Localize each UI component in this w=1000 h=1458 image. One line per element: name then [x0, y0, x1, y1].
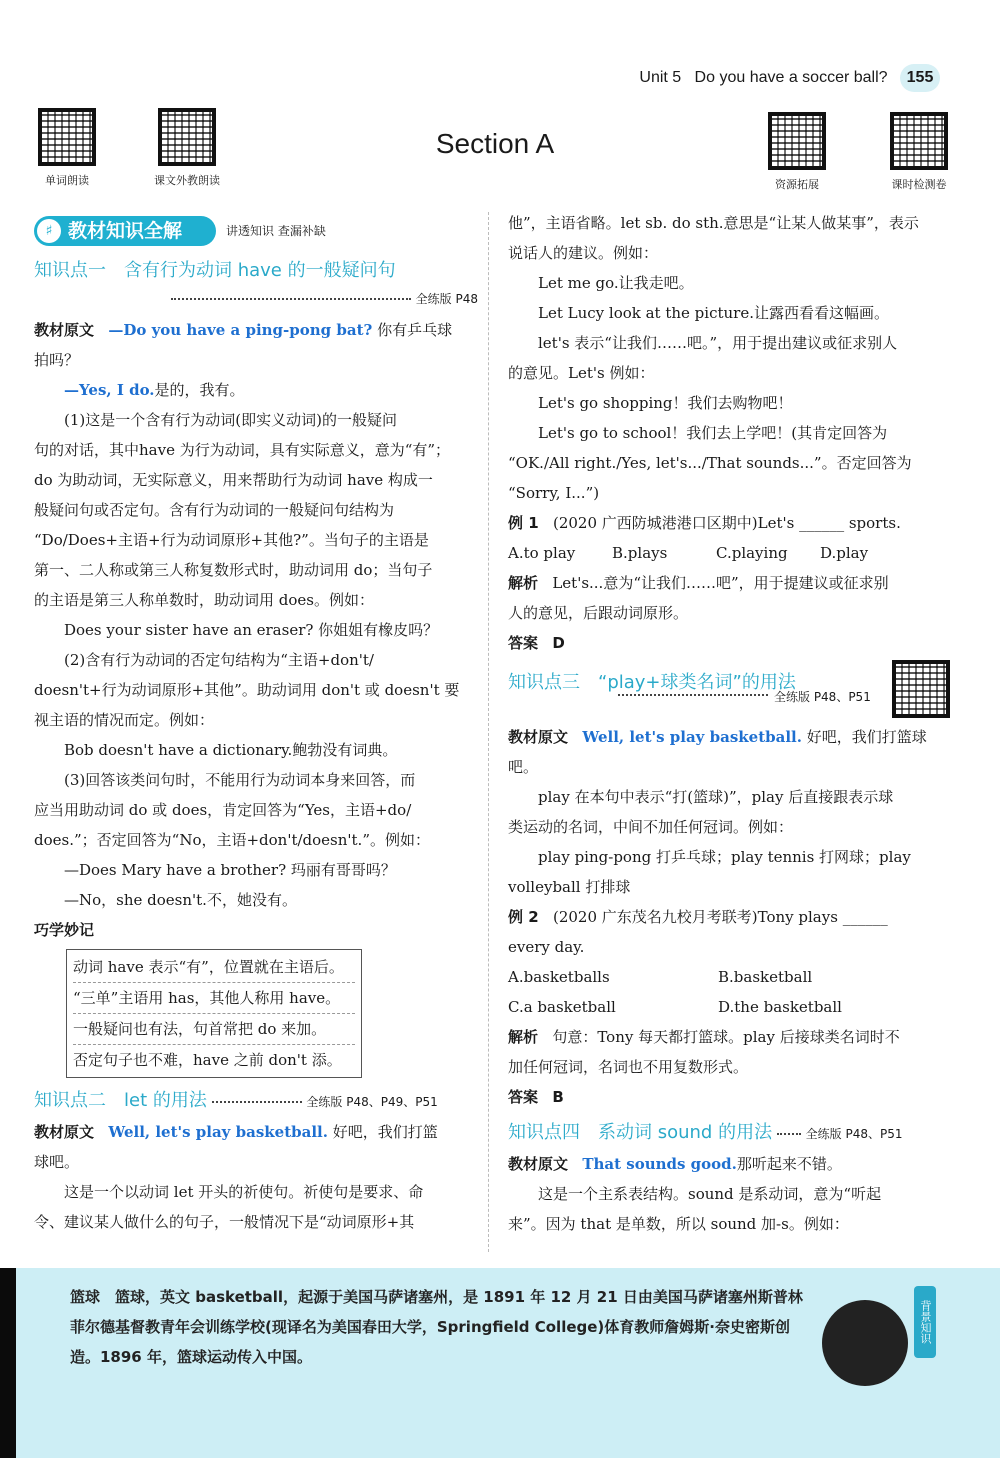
footer-line: 造。1896 年，篮球运动传入中国。: [70, 1348, 312, 1366]
kp1-p3b: 应当用助动词 do 或 does，肯定回答为“Yes，主语+do/: [34, 801, 412, 819]
kp3-ex1a: play ping-pong 打乒乓球；play tennis 打网球；play: [538, 848, 911, 866]
kp1-ref-line: [34, 286, 478, 311]
kp1-original-cn2: 拍吗？: [34, 351, 80, 369]
right-column: [508, 208, 950, 1239]
kp1-answer: —Yes, I do.: [64, 381, 155, 399]
kp1-p2a: (2)含有行为动词的否定句结构为“主语+don't/: [64, 651, 374, 669]
basketball-image: [822, 1300, 908, 1386]
kp3-p1b: 类运动的名词，中间不加任何冠词。例如：: [508, 818, 794, 836]
r-ex1: Let me go.让我走吧。: [538, 274, 694, 292]
qr-code-icon[interactable]: [892, 660, 950, 718]
r-ex4a: Let's go to school！我们去上学吧！(其肯定回答为: [538, 424, 888, 442]
q2-option: D.the basketball: [718, 998, 842, 1016]
banner-title: 教材知识全解: [68, 220, 183, 242]
kp4-title: 知识点四 系动词 sound 的用法: [508, 1122, 773, 1143]
page-number: 155: [900, 64, 940, 92]
kp1-title: 知识点一 含有行为动词 have 的一般疑问句: [34, 260, 396, 281]
q1-answer-label: 答案: [508, 634, 539, 652]
banner-pill: [34, 216, 216, 246]
kp4-original-line: [508, 1149, 950, 1179]
q2-answer-label: 答案: [508, 1088, 539, 1106]
q2-option: B.basketball: [718, 968, 813, 986]
q1-option: B.plays: [612, 544, 668, 562]
kp1-p1e: “Do/Does+主语+行为动词原形+其他?”。当句子的主语是: [34, 531, 429, 549]
kp3-header: [508, 664, 950, 722]
footer-line: 菲尔德基督教青年会训练学校(现译名为美国春田大学，Springfield College)体育教师詹姆斯·奈史密斯创: [70, 1318, 790, 1336]
kp1-p3c: does.”；否定回答为“No，主语+don't/doesn't.”。例如：: [34, 831, 430, 849]
q1-text: (2020 广西防城港港口区期中)Let's ______ sports.: [552, 514, 901, 532]
r-ex3: Let's go shopping！我们去购物吧！: [538, 394, 793, 412]
kp1-original: —Do you have a ping-pong bat?: [108, 321, 373, 339]
kp1-ex3: —Does Mary have a brother? 玛丽有哥哥吗？: [64, 861, 396, 879]
unit-label: Unit 5: [639, 69, 682, 86]
r-ex4b: “OK./All right./Yes, let's.../That sounds...”。否定回答为: [508, 454, 912, 472]
kp1-p3a: (3)回答该类问句时，不能用行为动词本身来回答，而: [64, 771, 416, 789]
qr-label-resources: 资源拓展: [775, 178, 819, 191]
kp2-ref: 全练版 P48、P49、P51: [306, 1095, 438, 1109]
kp1-original-cn: 你有乒乓球: [377, 321, 453, 339]
kp2-p1b: 令、建议某人做什么的句子，一般情况下是“动词原形+其: [34, 1213, 415, 1231]
q2-answer-line: [508, 1082, 950, 1112]
kp1-p2c: 视主语的情况而定。例如：: [34, 711, 215, 729]
q2-text2: every day.: [508, 938, 585, 956]
qr-label-text: 课文外教朗读: [154, 174, 220, 187]
q2-analysis-line: [508, 1022, 950, 1052]
kp1-original-line: [34, 315, 478, 345]
q2-line: [508, 902, 950, 932]
kp3-p1a: play 在本句中表示“打(篮球)”，play 后直接跟表示球: [538, 788, 894, 806]
kp1-ex2: Bob doesn't have a dictionary.鲍勃没有词典。: [64, 741, 398, 759]
footer-line: 篮球 篮球，英文 basketball，起源于美国马萨诸塞州，是 1891 年 12 月 21 日由美国马萨诸塞州斯普林: [70, 1288, 803, 1306]
kp1-p1b: 句的对话，其中have 为行为动词，具有实际意义，意为“有”；: [34, 441, 451, 459]
qr-code-icon[interactable]: [158, 108, 216, 166]
kp1-answer-cn: 是的，我有。: [154, 381, 245, 399]
banner-subtitle: 讲透知识 查漏补缺: [226, 224, 326, 238]
kp3-ref: 全练版 P48、P51: [774, 690, 871, 704]
kp2-original-line: [34, 1117, 478, 1147]
kp1-ref: 全练版 P48: [415, 292, 478, 306]
q1-analysis-b: 人的意见，后跟动词原形。: [508, 604, 689, 622]
kp2-original: Well, let's play basketball.: [108, 1123, 328, 1141]
kp4-p1a: 这是一个主系表结构。sound 是系动词，意为“听起: [538, 1185, 882, 1203]
kp2-title: 知识点二 let 的用法: [34, 1090, 207, 1111]
kp1-p1f: 第一、二人称或第三人称复数形式时，助动词用 do；当句子: [34, 561, 433, 579]
qr-code-icon[interactable]: [38, 108, 96, 166]
dot-leader: [171, 298, 411, 300]
section-banner: [34, 216, 364, 246]
r-ex2: Let Lucy look at the picture.让露西看看这幅画。: [538, 304, 889, 322]
kp2-title-line: [34, 1086, 478, 1117]
kp4-label: 教材原文: [508, 1155, 569, 1173]
kp3-original-line: [508, 722, 950, 782]
kp1-p1g: 的主语是第三人称单数时，助动词用 does。例如：: [34, 591, 374, 609]
qr-code-icon[interactable]: [890, 112, 948, 170]
q1-option: C.playing: [716, 544, 788, 562]
unit-title: Do you have a soccer ball?: [694, 69, 888, 86]
q2-answer: B: [552, 1088, 564, 1106]
r-ex4c: “Sorry, I...”): [508, 484, 600, 502]
kp3-label: 教材原文: [508, 728, 569, 746]
q1-answer: D: [552, 634, 565, 652]
dot-leader: [777, 1133, 801, 1135]
q2-label: 例 2: [508, 908, 539, 926]
q2-analysis-b: 加任何冠词，名词也不用复数形式。: [508, 1058, 749, 1076]
memo-box: [66, 949, 362, 1078]
kp2-label: 教材原文: [34, 1123, 95, 1141]
kp4-title-line: [508, 1118, 950, 1149]
q2-option: C.a basketball: [508, 998, 616, 1016]
qr-code-icon[interactable]: [768, 112, 826, 170]
q1-analysis-label: 解析: [508, 574, 539, 592]
r-p1a: 他”，主语省略。let sb. do sth.意思是“让某人做某事”，表示: [508, 214, 919, 232]
qr-label-test: 课时检测卷: [891, 178, 947, 191]
q1-option: A.to play: [508, 544, 576, 562]
q1-answer-line: [508, 628, 950, 658]
q2-option: A.basketballs: [508, 968, 610, 986]
dot-leader: [618, 694, 768, 696]
kp1-p1a: (1)这是一个含有行为动词(即实义动词)的一般疑问: [64, 411, 397, 429]
speaker-icon: ♯: [37, 219, 61, 243]
kp3-original-cn: 好吧，我们打篮球吧。: [508, 728, 927, 776]
q2-text: (2020 广东茂名九校月考联考)Tony plays ______: [552, 908, 888, 926]
footer-text: [70, 1282, 950, 1372]
memo-line: 动词 have 表示“有”，位置就在主语后。: [73, 952, 355, 983]
q1-line: [508, 508, 950, 538]
kp1-p1c: do 为助动词，无实际意义，用来帮助行为动词 have 构成一: [34, 471, 433, 489]
kp2-original-cn2: 球吧。: [34, 1153, 80, 1171]
q1-options: [508, 538, 950, 568]
kp1-p1d: 般疑问句或否定句。含有行为动词的一般疑问句结构为: [34, 501, 395, 519]
q2-options: [508, 962, 950, 1022]
q1-analysis-a: Let's...意为“让我们……吧”，用于提建议或征求别: [552, 574, 889, 592]
r-p2b: 的意见。Let's 例如：: [508, 364, 655, 382]
r-p1b: 说话人的建议。例如：: [508, 244, 659, 262]
section-title: Section A: [435, 128, 555, 159]
left-column: [34, 256, 478, 1237]
q2-analysis-a: 句意：Tony 每天都打篮球。play 后接球类名词时不: [552, 1028, 900, 1046]
running-head: [639, 64, 940, 92]
footer-tab: 背景知识: [914, 1286, 936, 1358]
kp4-ref: 全练版 P48、P51: [805, 1127, 903, 1141]
kp4-original: That sounds good.: [582, 1155, 737, 1173]
footer-edge: [0, 1268, 16, 1458]
kp1-label: 教材原文: [34, 321, 95, 339]
kp3-title: 知识点三 “play+球类名词”的用法: [508, 672, 796, 693]
memo-line: 否定句子也不难，have 之前 don't 添。: [73, 1051, 342, 1069]
kp3-original: Well, let's play basketball.: [582, 728, 802, 746]
column-divider: [488, 212, 489, 1252]
q1-label: 例 1: [508, 514, 539, 532]
memo-label: 巧学妙记: [34, 921, 95, 939]
kp1-p2b: doesn't+行为动词原形+其他”。助动词用 don't 或 doesn't 要: [34, 681, 460, 699]
memo-line: 一般疑问也有法，句首常把 do 来加。: [73, 1014, 355, 1045]
q1-option: D.play: [820, 544, 869, 562]
kp4-original-cn: 那听起来不错。: [736, 1155, 842, 1173]
kp1-ex4: —No，she doesn't.不，她没有。: [64, 891, 297, 909]
kp2-original-cn: 好吧，我们打篮: [332, 1123, 438, 1141]
qr-label-words: 单词朗读: [45, 174, 89, 187]
memo-line: “三单”主语用 has，其他人称用 have。: [73, 983, 355, 1014]
q1-analysis-line: [508, 568, 950, 598]
q2-analysis-label: 解析: [508, 1028, 539, 1046]
kp1-ex1: Does your sister have an eraser? 你姐姐有橡皮吗？: [64, 621, 439, 639]
kp2-p1a: 这是一个以动词 let 开头的祈使句。祈使句是要求、命: [64, 1183, 424, 1201]
dot-leader: [212, 1101, 302, 1103]
kp4-p1b: 来”。因为 that 是单数，所以 sound 加-s。例如：: [508, 1215, 849, 1233]
r-p2a: let's 表示“让我们……吧。”，用于提出建议或征求别人: [538, 334, 898, 352]
kp3-ex1b: volleyball 打排球: [508, 878, 631, 896]
kp1-answer-line: [34, 375, 478, 405]
